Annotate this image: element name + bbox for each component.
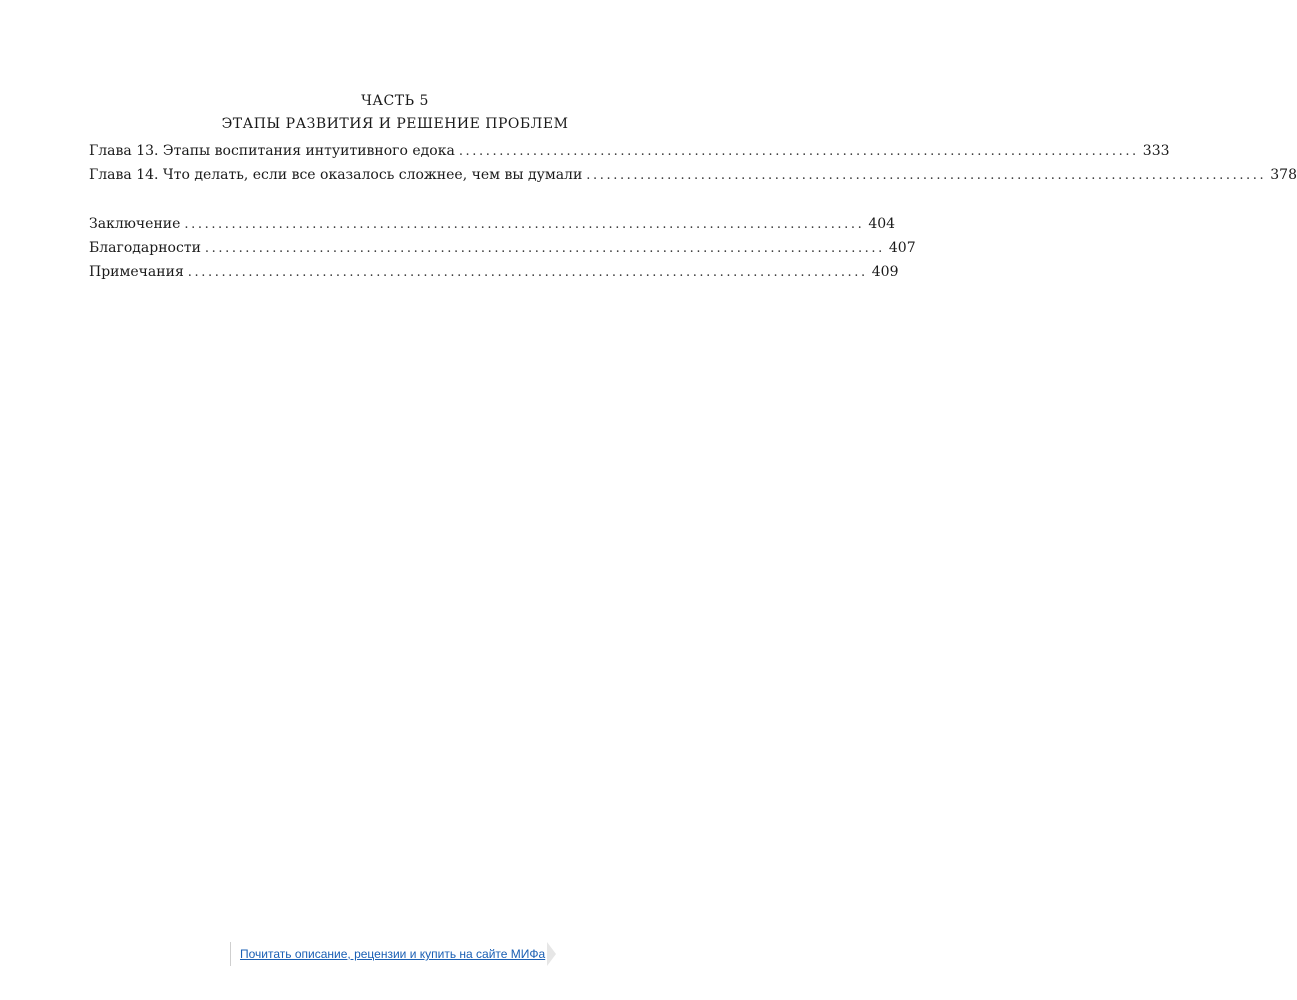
part-number: ЧАСТЬ 5 <box>361 93 429 109</box>
toc-entry-title: Примечания <box>89 263 188 281</box>
toc-entry-title: Заключение <box>89 215 184 233</box>
toc-dot-leader: ..................................................................................................... <box>586 168 1267 183</box>
footer-link-banner <box>230 942 556 966</box>
part-title: ЭТАПЫ РАЗВИТИЯ И РЕШЕНИЕ ПРОБЛЕМ <box>221 116 569 132</box>
toc-entry-page: 404 <box>864 215 895 233</box>
toc-entry-page: 378 <box>1266 166 1297 184</box>
toc-dot-leader: ..................................................................................................... <box>187 265 868 280</box>
toc-dot-leader: ..................................................................................................... <box>204 241 885 256</box>
toc-entry-title: Благодарности <box>89 239 205 257</box>
chevron-right-icon <box>547 942 556 966</box>
toc-entry-title: Глава 13. Этапы воспитания интуитивного едока <box>89 142 459 160</box>
toc-entry-chapter-13 <box>89 142 1170 160</box>
toc-entry-page: 333 <box>1139 142 1170 160</box>
toc-entry-notes <box>89 263 899 281</box>
toc-entry-page: 409 <box>868 263 899 281</box>
toc-entry-page: 407 <box>885 239 916 257</box>
toc-entry-conclusion <box>89 215 896 233</box>
toc-entry-title: Глава 14. Что делать, если все оказалось сложнее, чем вы думали <box>89 166 586 184</box>
toc-dot-leader: ..................................................................................................... <box>184 217 865 232</box>
buy-on-mif-link[interactable]: Почитать описание, рецензии и купить на сайте МИФа <box>240 947 546 961</box>
toc-entry-chapter-14 <box>89 166 1297 184</box>
footer-divider <box>230 942 231 966</box>
toc-entry-acknowledgements <box>89 239 916 257</box>
toc-dot-leader: ..................................................................................................... <box>458 144 1139 159</box>
